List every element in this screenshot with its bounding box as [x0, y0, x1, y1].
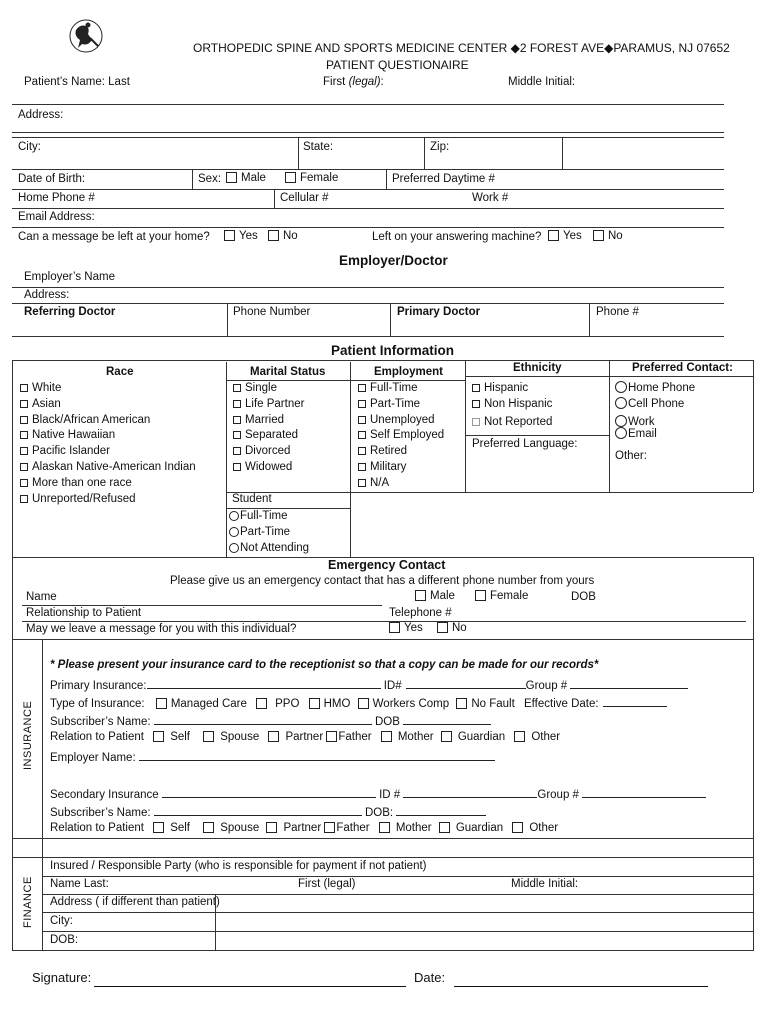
emergency-message-no[interactable]: No [437, 622, 467, 634]
checkbox-icon[interactable] [20, 431, 28, 439]
checkbox-icon[interactable] [358, 698, 369, 709]
subscriber-row: Subscriber’s Name: DOB [50, 713, 491, 728]
checkbox-icon[interactable] [20, 447, 28, 455]
checkbox-icon[interactable] [548, 230, 559, 241]
checkbox-icon[interactable] [441, 731, 452, 742]
checkbox-icon[interactable] [268, 230, 279, 241]
radio-icon[interactable] [615, 397, 627, 409]
preferred-contact-header: Preferred Contact: [632, 362, 733, 374]
marital-list [233, 381, 304, 476]
marital-status-header: Marital Status [250, 366, 326, 378]
preferred-daytime-label: Preferred Daytime # [392, 173, 495, 185]
type-workers-comp[interactable]: Workers Comp [358, 698, 449, 710]
emergency-female-option[interactable]: Female [475, 590, 528, 602]
sex-female-option[interactable]: Female [285, 172, 338, 184]
insurance-notice: * Please present your insurance card to the receptionist so that a copy can be made for our records* [50, 659, 599, 671]
type-no-fault[interactable]: No Fault [456, 698, 514, 710]
logo-icon [66, 16, 106, 56]
emergency-relationship-label: Relationship to Patient [26, 607, 142, 619]
checkbox-icon[interactable] [472, 418, 480, 426]
contact-option[interactable]: Cell Phone [615, 397, 695, 413]
relation-self[interactable]: Self [153, 731, 190, 743]
form-title: PATIENT QUESTIONAIRE [326, 58, 469, 72]
marital-option[interactable]: Life Partner [233, 397, 304, 413]
checkbox-icon[interactable] [358, 431, 366, 439]
checkbox-icon[interactable] [266, 822, 277, 833]
insured-party-label: Insured / Responsible Party (who is responsible for payment if not patient) [50, 860, 427, 872]
relation-father[interactable]: Father [326, 731, 371, 743]
preferred-language-label: Preferred Language: [472, 438, 578, 450]
employment-header: Employment [374, 366, 444, 378]
insurance-side-label: INSURANCE [22, 700, 34, 770]
employer-address-label: Address: [24, 289, 70, 301]
finance-side-label: FINANCE [22, 876, 34, 928]
finance-last-name-label: Name Last: [50, 878, 109, 890]
primary-insurance-row: Primary Insurance: ID# Group # [50, 677, 688, 692]
employer-name-row: Employer Name: [50, 749, 495, 764]
radio-icon[interactable] [615, 415, 627, 427]
checkbox-icon[interactable] [415, 590, 426, 601]
checkbox-icon[interactable] [358, 463, 366, 471]
contact-option[interactable]: Email [615, 427, 695, 443]
emergency-instruction: Please give us an emergency contact that has a different phone number from yours [170, 575, 595, 587]
emergency-male-option[interactable]: Male [415, 590, 455, 602]
checkbox-icon[interactable] [439, 822, 450, 833]
relation2-mother[interactable]: Mother [379, 822, 432, 834]
answering-machine-yes[interactable]: Yes [548, 230, 582, 242]
checkbox-icon[interactable] [381, 731, 392, 742]
date-label: Date: [414, 970, 446, 985]
type-ppo[interactable]: PPO [256, 698, 299, 710]
contact-other-label: Other: [615, 450, 647, 462]
employer-doctor-heading: Employer/Doctor [339, 253, 448, 268]
checkbox-icon[interactable] [20, 416, 28, 424]
checkbox-icon[interactable] [20, 463, 28, 471]
race-option[interactable]: Pacific Islander [20, 444, 196, 460]
patient-middle-initial-label: Middle Initial: [508, 76, 576, 88]
referring-phone-label: Phone Number [233, 306, 311, 318]
relation-mother[interactable]: Mother [381, 731, 434, 743]
dob-label: Date of Birth: [18, 173, 86, 185]
employment-option[interactable]: Self Employed [358, 428, 444, 444]
checkbox-icon[interactable] [514, 731, 525, 742]
message-home-no[interactable]: No [268, 230, 298, 242]
student-option[interactable]: Not Attending [229, 541, 309, 557]
checkbox-icon[interactable] [233, 384, 241, 392]
relation-guardian[interactable]: Guardian [441, 731, 505, 743]
race-list [20, 381, 196, 507]
employment-list [358, 381, 444, 492]
checkbox-icon[interactable] [389, 622, 400, 633]
student-list [229, 509, 309, 556]
relation2-self[interactable]: Self [153, 822, 190, 834]
checkbox-icon[interactable] [472, 400, 480, 408]
checkbox-icon[interactable] [324, 822, 335, 833]
checkbox-icon[interactable] [20, 384, 28, 392]
checkbox-icon[interactable] [20, 479, 28, 487]
contact-list [615, 381, 695, 443]
checkbox-icon[interactable] [456, 698, 467, 709]
sex-label: Sex: [198, 173, 222, 185]
checkbox-icon[interactable] [475, 590, 486, 601]
race-option[interactable]: Native Hawaiian [20, 428, 196, 444]
checkbox-icon[interactable] [593, 230, 604, 241]
relation2-father[interactable]: Father [324, 822, 369, 834]
checkbox-icon[interactable] [268, 731, 279, 742]
relation2-row: Relation to Patient Self Spouse Partner Father Mother Guardian Other [50, 822, 559, 834]
finance-middle-initial-label: Middle Initial: [511, 878, 579, 890]
relation-row: Relation to Patient Self Spouse Partner Father Mother Guardian Other [50, 731, 561, 743]
emergency-name-label: Name [26, 591, 57, 603]
patient-last-name-label: Patient’s Name: Last [24, 76, 130, 88]
employment-option[interactable]: Unemployed [358, 413, 444, 429]
email-label: Email Address: [18, 211, 95, 223]
relation-other[interactable]: Other [514, 731, 560, 743]
relation2-guardian[interactable]: Guardian [439, 822, 503, 834]
insurance-type-row: Type of Insurance: Managed Care PPO HMO Workers Comp No Fault Effective Date: [50, 695, 667, 710]
finance-city-label: City: [50, 915, 73, 927]
checkbox-icon[interactable] [233, 447, 241, 455]
relation2-spouse[interactable]: Spouse [203, 822, 259, 834]
checkbox-icon[interactable] [153, 822, 164, 833]
checkbox-icon[interactable] [358, 416, 366, 424]
referring-doctor-label: Referring Doctor [24, 306, 116, 318]
patient-info-heading: Patient Information [331, 343, 455, 358]
finance-dob-label: DOB: [50, 934, 79, 946]
checkbox-icon[interactable] [358, 384, 366, 392]
checkbox-icon[interactable] [309, 698, 320, 709]
employment-option[interactable]: Military [358, 460, 444, 476]
ethnicity-option[interactable]: Hispanic [472, 381, 552, 397]
student-option[interactable]: Full-Time [229, 509, 309, 525]
emergency-heading: Emergency Contact [328, 558, 446, 572]
ethnicity-option[interactable]: Not Reported [472, 415, 552, 431]
checkbox-icon[interactable] [358, 447, 366, 455]
radio-icon[interactable] [615, 381, 627, 393]
emergency-message-label: May we leave a message for you with this individual? [26, 623, 297, 635]
relation-spouse[interactable]: Spouse [203, 731, 259, 743]
checkbox-icon[interactable] [358, 400, 366, 408]
radio-icon[interactable] [615, 427, 627, 439]
finance-address-label: Address ( if different than patient) [50, 896, 220, 908]
finance-first-name-label: First (legal) [298, 878, 356, 890]
radio-icon[interactable] [229, 511, 239, 521]
city-label: City: [18, 141, 41, 153]
radio-icon[interactable] [229, 527, 239, 537]
address-label: Address: [18, 109, 64, 121]
subscriber2-row: Subscriber’s Name: DOB: [50, 804, 486, 819]
race-option[interactable]: More than one race [20, 476, 196, 492]
checkbox-icon[interactable] [256, 698, 267, 709]
employment-option[interactable]: N/A [358, 476, 444, 492]
work-phone-label: Work # [472, 192, 509, 204]
relation-partner[interactable]: Partner [268, 731, 323, 743]
radio-icon[interactable] [229, 543, 239, 553]
answering-machine-label: Left on your answering machine? [372, 231, 542, 243]
contact-option[interactable]: Work [615, 415, 695, 431]
signature-label: Signature: [32, 970, 92, 985]
marital-option[interactable]: Single [233, 381, 304, 397]
relation2-other[interactable]: Other [512, 822, 558, 834]
employer-name-label: Employer’s Name [24, 271, 115, 283]
emergency-dob-label: DOB [571, 591, 596, 603]
checkbox-icon[interactable] [226, 172, 237, 183]
marital-option[interactable]: Divorced [233, 444, 304, 460]
ethnicity-header: Ethnicity [513, 362, 562, 374]
primary-doctor-label: Primary Doctor [397, 306, 481, 318]
emergency-telephone-label: Telephone # [389, 607, 452, 619]
marital-option[interactable]: Married [233, 413, 304, 429]
checkbox-icon[interactable] [326, 731, 337, 742]
checkbox-icon[interactable] [20, 495, 28, 503]
checkbox-icon[interactable] [379, 822, 390, 833]
race-option[interactable]: Asian [20, 397, 196, 413]
contact-option[interactable]: Home Phone [615, 381, 695, 397]
type-hmo[interactable]: HMO [309, 698, 351, 710]
checkbox-icon[interactable] [233, 463, 241, 471]
checkbox-icon[interactable] [233, 400, 241, 408]
marital-option[interactable]: Widowed [233, 460, 304, 476]
race-option[interactable]: Alaskan Native-American Indian [20, 460, 196, 476]
race-option[interactable]: White [20, 381, 196, 397]
employment-option[interactable]: Full-Time [358, 381, 444, 397]
checkbox-icon[interactable] [224, 230, 235, 241]
checkbox-icon[interactable] [437, 622, 448, 633]
student-header: Student [232, 493, 272, 505]
student-option[interactable]: Part-Time [229, 525, 309, 541]
checkbox-icon[interactable] [153, 731, 164, 742]
state-label: State: [303, 141, 334, 153]
checkbox-icon[interactable] [358, 479, 366, 487]
checkbox-icon[interactable] [233, 416, 241, 424]
ethnicity-option[interactable]: Non Hispanic [472, 397, 552, 413]
race-header: Race [106, 366, 134, 378]
employment-option[interactable]: Part-Time [358, 397, 444, 413]
employment-option[interactable]: Retired [358, 444, 444, 460]
primary-phone-label: Phone # [596, 306, 639, 318]
secondary-insurance-row: Secondary Insurance ID # Group # [50, 786, 706, 801]
cellular-label: Cellular # [280, 192, 329, 204]
marital-option[interactable]: Separated [233, 428, 304, 444]
checkbox-icon[interactable] [233, 431, 241, 439]
ethnicity-list [472, 381, 552, 430]
race-option[interactable]: Black/African American [20, 413, 196, 429]
checkbox-icon[interactable] [285, 172, 296, 183]
checkbox-icon[interactable] [156, 698, 167, 709]
type-managed-care[interactable]: Managed Care [156, 698, 247, 710]
relation2-partner[interactable]: Partner [266, 822, 321, 834]
zip-label: Zip: [430, 141, 450, 153]
checkbox-icon[interactable] [203, 822, 214, 833]
sex-male-option[interactable]: Male [226, 172, 266, 184]
emergency-message-yes[interactable]: Yes [389, 622, 423, 634]
message-home-label: Can a message be left at your home? [18, 231, 210, 243]
race-option[interactable]: Unreported/Refused [20, 492, 196, 508]
checkbox-icon[interactable] [472, 384, 480, 392]
message-home-yes[interactable]: Yes [224, 230, 258, 242]
checkbox-icon[interactable] [20, 400, 28, 408]
answering-machine-no[interactable]: No [593, 230, 623, 242]
checkbox-icon[interactable] [512, 822, 523, 833]
clinic-title: ORTHOPEDIC SPINE AND SPORTS MEDICINE CENTER ◆2 FOREST AVE◆PARAMUS, NJ 07652 [193, 41, 730, 55]
checkbox-icon[interactable] [203, 731, 214, 742]
home-phone-label: Home Phone # [18, 192, 95, 204]
patient-first-name-label: First (legal): [323, 76, 384, 88]
